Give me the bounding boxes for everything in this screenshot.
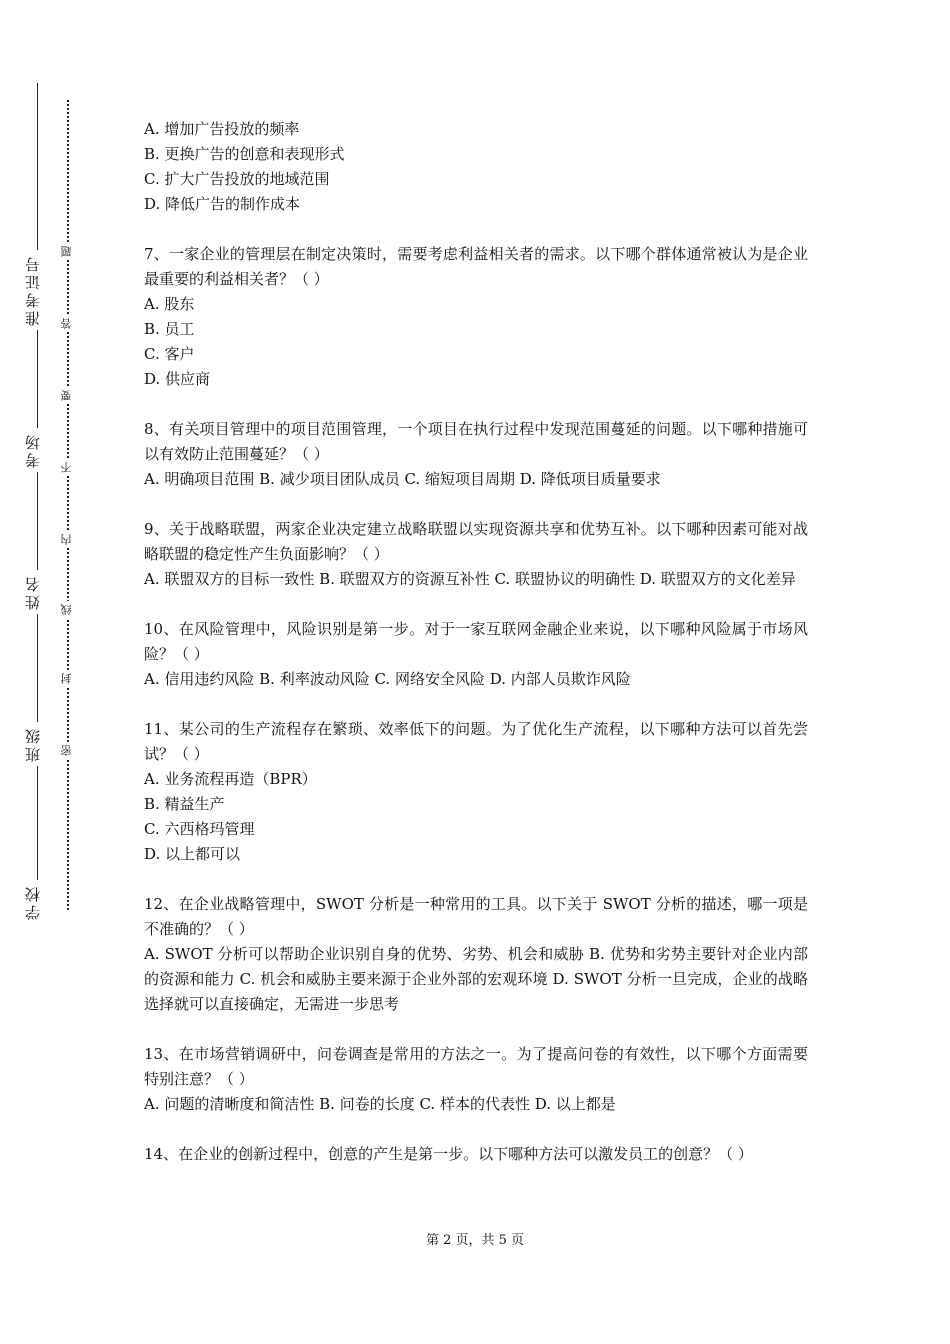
option-line: A. 业务流程再造（BPR）	[144, 770, 317, 788]
question-stem: 9、关于战略联盟，两家企业决定建立战略联盟以实现资源共享和优势互补。以下哪种因素可能对战略联盟的稳定性产生负面影响？（ ）	[144, 520, 808, 563]
option-line: C. 六西格玛管理	[144, 820, 255, 838]
option-line: D. 供应商	[144, 370, 211, 388]
option-line: A. 股东	[144, 295, 195, 313]
seal-char: 密	[60, 742, 76, 759]
question-stem: 14、在企业的创新过程中，创意的产生是第一步。以下哪种方法可以激发员工的创意？（ ）	[144, 1145, 753, 1163]
question-stem: 10、在风险管理中，风险识别是第一步。对于一家互联网金融企业来说，以下哪种风险属于市场风险？（ ）	[144, 620, 808, 663]
exam-room-label: 考场	[22, 428, 52, 472]
question-content	[144, 117, 808, 1167]
option-line: A. 明确项目范围 B. 减少项目团队成员 C. 缩短项目周期 D. 降低项目质量要求	[144, 470, 661, 488]
name-label: 姓名	[22, 570, 52, 614]
seal-char: 题	[60, 243, 76, 260]
option-line: C. 客户	[144, 345, 195, 363]
option-line: B. 员工	[144, 320, 195, 338]
question-stem: 11、某公司的生产流程存在繁琐、效率低下的问题。为了优化生产流程，以下哪种方法可以首先尝试？（ ）	[144, 720, 808, 763]
binding-margin	[0, 0, 110, 1344]
seal-char: 答	[60, 315, 76, 332]
class-label: 班级	[22, 722, 52, 766]
seal-char: 内	[60, 531, 76, 548]
option-line: A. SWOT 分析可以帮助企业识别自身的优势、劣势、机会和威胁 B. 优势和劣势主要针对企业内部的资源和能力 C. 机会和威胁主要来源于企业外部的宏观环境 D. SWOT 分析一旦完成，企业的战略选择就可以直接确定，无需进一步思考	[144, 945, 808, 1013]
option-line: A. 问题的清晰度和简洁性 B. 问卷的长度 C. 样本的代表性 D. 以上都是	[144, 1095, 616, 1113]
option-line: B. 精益生产	[144, 795, 225, 813]
option-line: C. 扩大广告投放的地域范围	[144, 170, 330, 188]
option-line: A. 增加广告投放的频率	[144, 120, 300, 138]
question-stem: 13、在市场营销调研中，问卷调查是常用的方法之一。为了提高问卷的有效性，以下哪个方面需要特别注意？（ ）	[144, 1045, 808, 1088]
option-line: A. 信用违约风险 B. 利率波动风险 C. 网络安全风险 D. 内部人员欺诈风险	[144, 670, 631, 688]
seal-char: 要	[60, 387, 76, 404]
question-stem: 7、一家企业的管理层在制定决策时，需要考虑利益相关者的需求。以下哪个群体通常被认为是企业最重要的利益相关者？（ ）	[144, 245, 808, 288]
option-line: D. 以上都可以	[144, 845, 241, 863]
page-footer: 第 2 页，共 5 页	[425, 1233, 525, 1248]
question-stem: 12、在企业战略管理中，SWOT 分析是一种常用的工具。以下关于 SWOT 分析的描述，哪一项是不准确的？（ ）	[144, 895, 808, 938]
seal-char: 封	[60, 670, 76, 687]
binding-dotted-line	[67, 100, 69, 910]
exam-number-label: 准考证号	[22, 250, 52, 330]
school-label: 学校	[22, 880, 52, 924]
seal-char: 不	[60, 459, 76, 476]
option-line: B. 更换广告的创意和表现形式	[144, 145, 345, 163]
option-line: A. 联盟双方的目标一致性 B. 联盟双方的资源互补性 C. 联盟协议的明确性 D. 联盟双方的文化差异	[144, 570, 796, 588]
option-line: D. 降低广告的制作成本	[144, 195, 301, 213]
seal-char: 线	[60, 601, 76, 618]
question-stem: 8、有关项目管理中的项目范围管理，一个项目在执行过程中发现范围蔓延的问题。以下哪种措施可以有效防止范围蔓延？（ ）	[144, 420, 808, 463]
binding-solid-line	[37, 83, 38, 923]
